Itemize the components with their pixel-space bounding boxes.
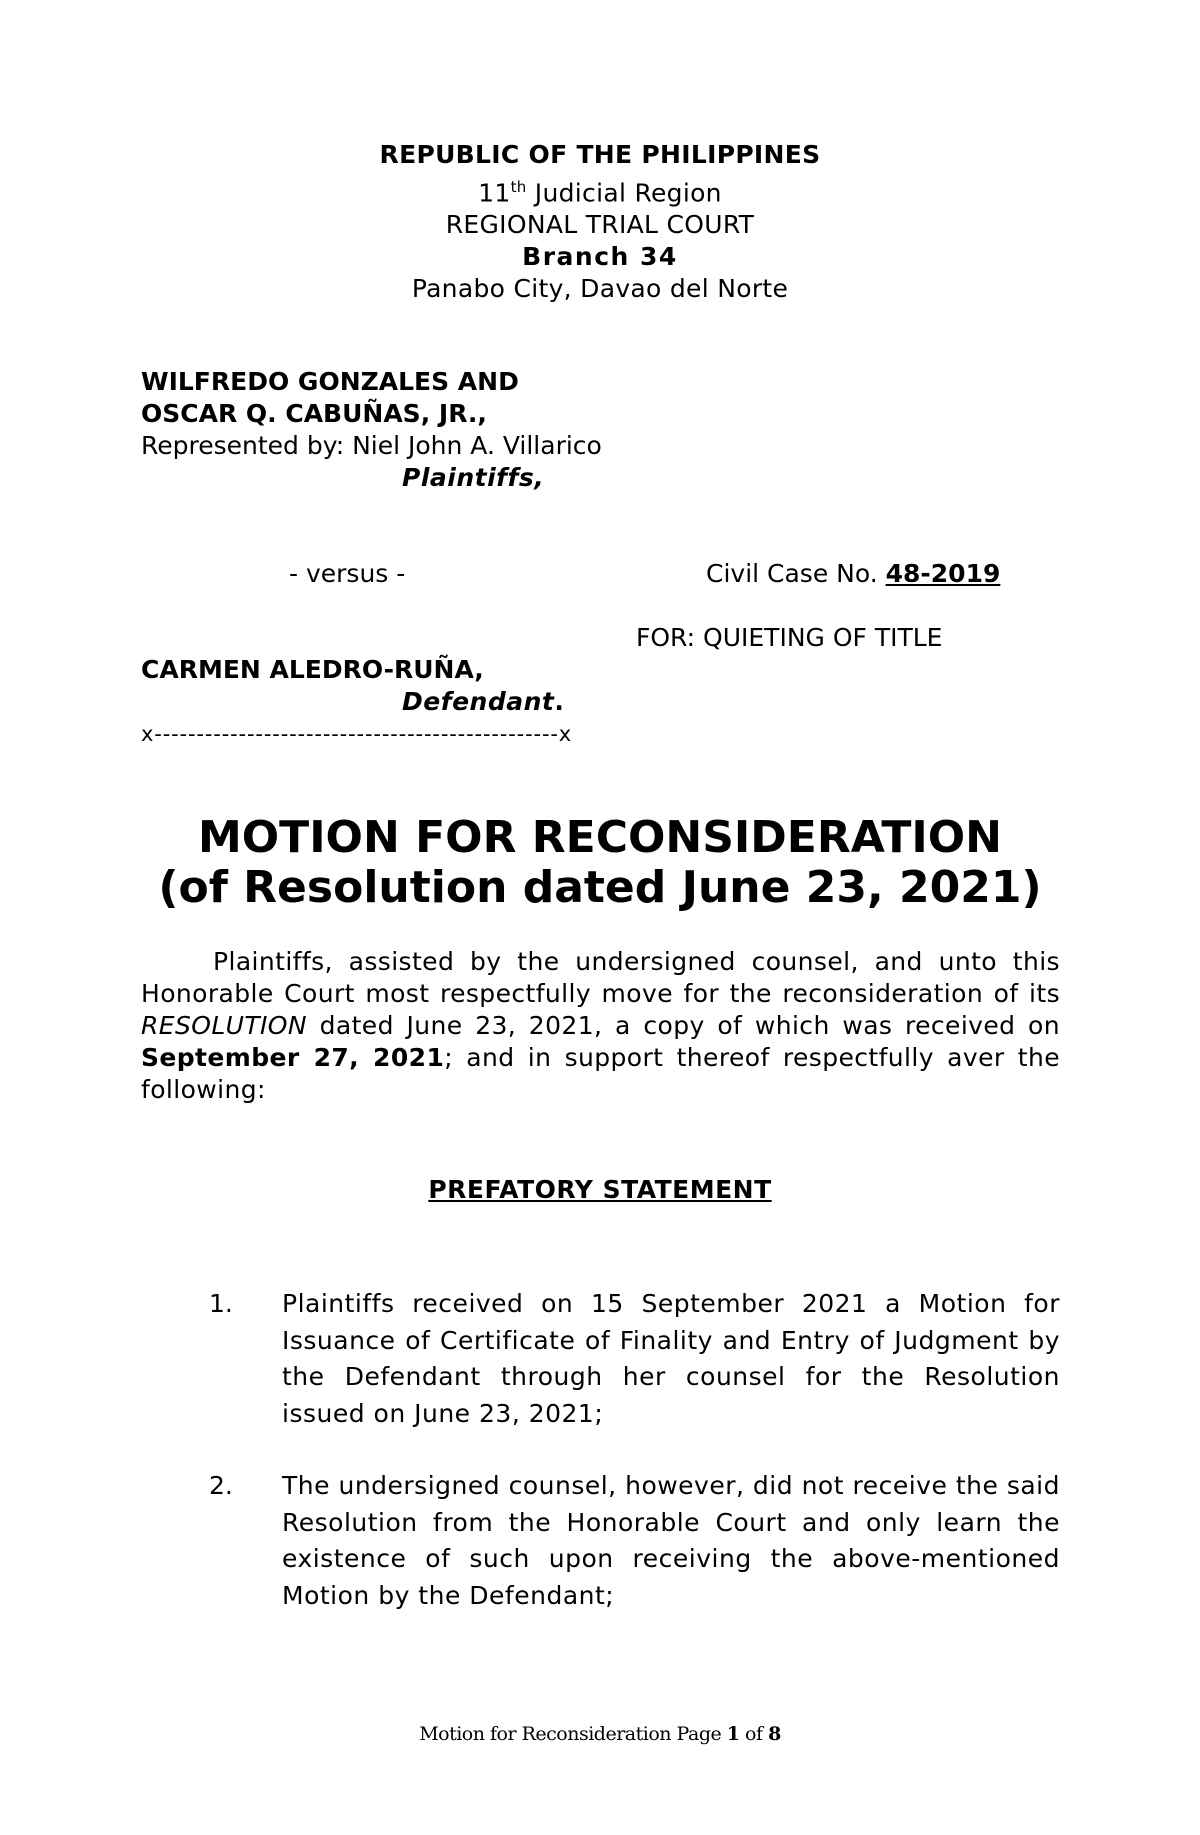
branch-line: Branch 34 bbox=[522, 242, 678, 272]
footer-label: Motion for Reconsideration Page bbox=[419, 1723, 727, 1745]
defendant-role: Defendant bbox=[402, 687, 555, 716]
motion-title bbox=[0, 813, 1200, 913]
motion-title-line1: MOTION FOR RECONSIDERATION bbox=[197, 812, 1002, 863]
defendant-name: CARMEN ALEDRO-RUÑA, bbox=[141, 655, 484, 684]
case-number: 48-2019 bbox=[885, 559, 1001, 588]
case-nature: FOR: QUIETING OF TITLE bbox=[636, 623, 943, 652]
footer-of: of bbox=[739, 1723, 769, 1745]
republic-line: REPUBLIC OF THE PHILIPPINES bbox=[379, 140, 821, 169]
item-number-1: 1. bbox=[209, 1289, 233, 1318]
region-text: Judicial Region bbox=[526, 178, 722, 208]
item-text-1: Plaintiffs received on 15 September 2021 a Motion for Issuance of Certificate of Finality and Entry of Judgment by the Defendant through her counsel for the Resolution issued on June 23, 2021; bbox=[282, 1289, 1060, 1428]
motion-title-line2: (of Resolution dated June 23, 2021) bbox=[158, 862, 1042, 913]
plaintiffs-role: Plaintiffs, bbox=[402, 463, 545, 492]
page-footer bbox=[0, 1722, 1200, 1746]
case-number-line bbox=[706, 558, 1000, 590]
court-header bbox=[0, 139, 1200, 305]
intro-text-1: Plaintiffs, assisted by the undersigned counsel, and unto this Honorable Court most respectfully move for the reconsideration of its bbox=[141, 947, 1060, 1008]
defendant-role-period: . bbox=[554, 687, 564, 716]
item-text-2: The undersigned counsel, however, did not receive the said Resolution from the Honorable Court and only learn the existence of such upon receiving the above-mentioned Motion by the Defendant; bbox=[282, 1471, 1060, 1610]
footer-total-pages: 8 bbox=[768, 1723, 781, 1745]
intro-resolution: RESOLUTION bbox=[141, 1011, 307, 1040]
caption-separator: x------------------------------------------------x bbox=[141, 722, 573, 746]
judicial-region-line bbox=[0, 171, 1200, 209]
court-name: REGIONAL TRIAL COURT bbox=[445, 210, 755, 240]
plaintiff-name-line1: WILFREDO GONZALES AND bbox=[141, 367, 519, 396]
versus-label: - versus - bbox=[289, 559, 406, 588]
footer-page-number: 1 bbox=[726, 1723, 740, 1745]
item-number-2: 2. bbox=[209, 1471, 233, 1500]
region-number: 11 bbox=[478, 178, 511, 208]
represented-by: Represented by: Niel John A. Villarico bbox=[141, 431, 602, 460]
location-line: Panabo City, Davao del Norte bbox=[411, 274, 789, 304]
region-ordinal-suffix: th bbox=[510, 178, 527, 196]
case-number-prefix: Civil Case No. bbox=[706, 559, 886, 588]
intro-received-date: September 27, 2021 bbox=[141, 1043, 445, 1072]
defendant-role-line bbox=[402, 686, 564, 718]
intro-text-2: dated June 23, 2021, a copy of which was received on bbox=[306, 1011, 1060, 1040]
intro-text-3: ; and in support thereof respectfully aver the following: bbox=[141, 1043, 1061, 1104]
section-heading: PREFATORY STATEMENT bbox=[428, 1175, 772, 1204]
plaintiff-name-line2: OSCAR Q. CABUÑAS, JR., bbox=[141, 399, 487, 428]
intro-paragraph bbox=[141, 946, 1060, 1106]
